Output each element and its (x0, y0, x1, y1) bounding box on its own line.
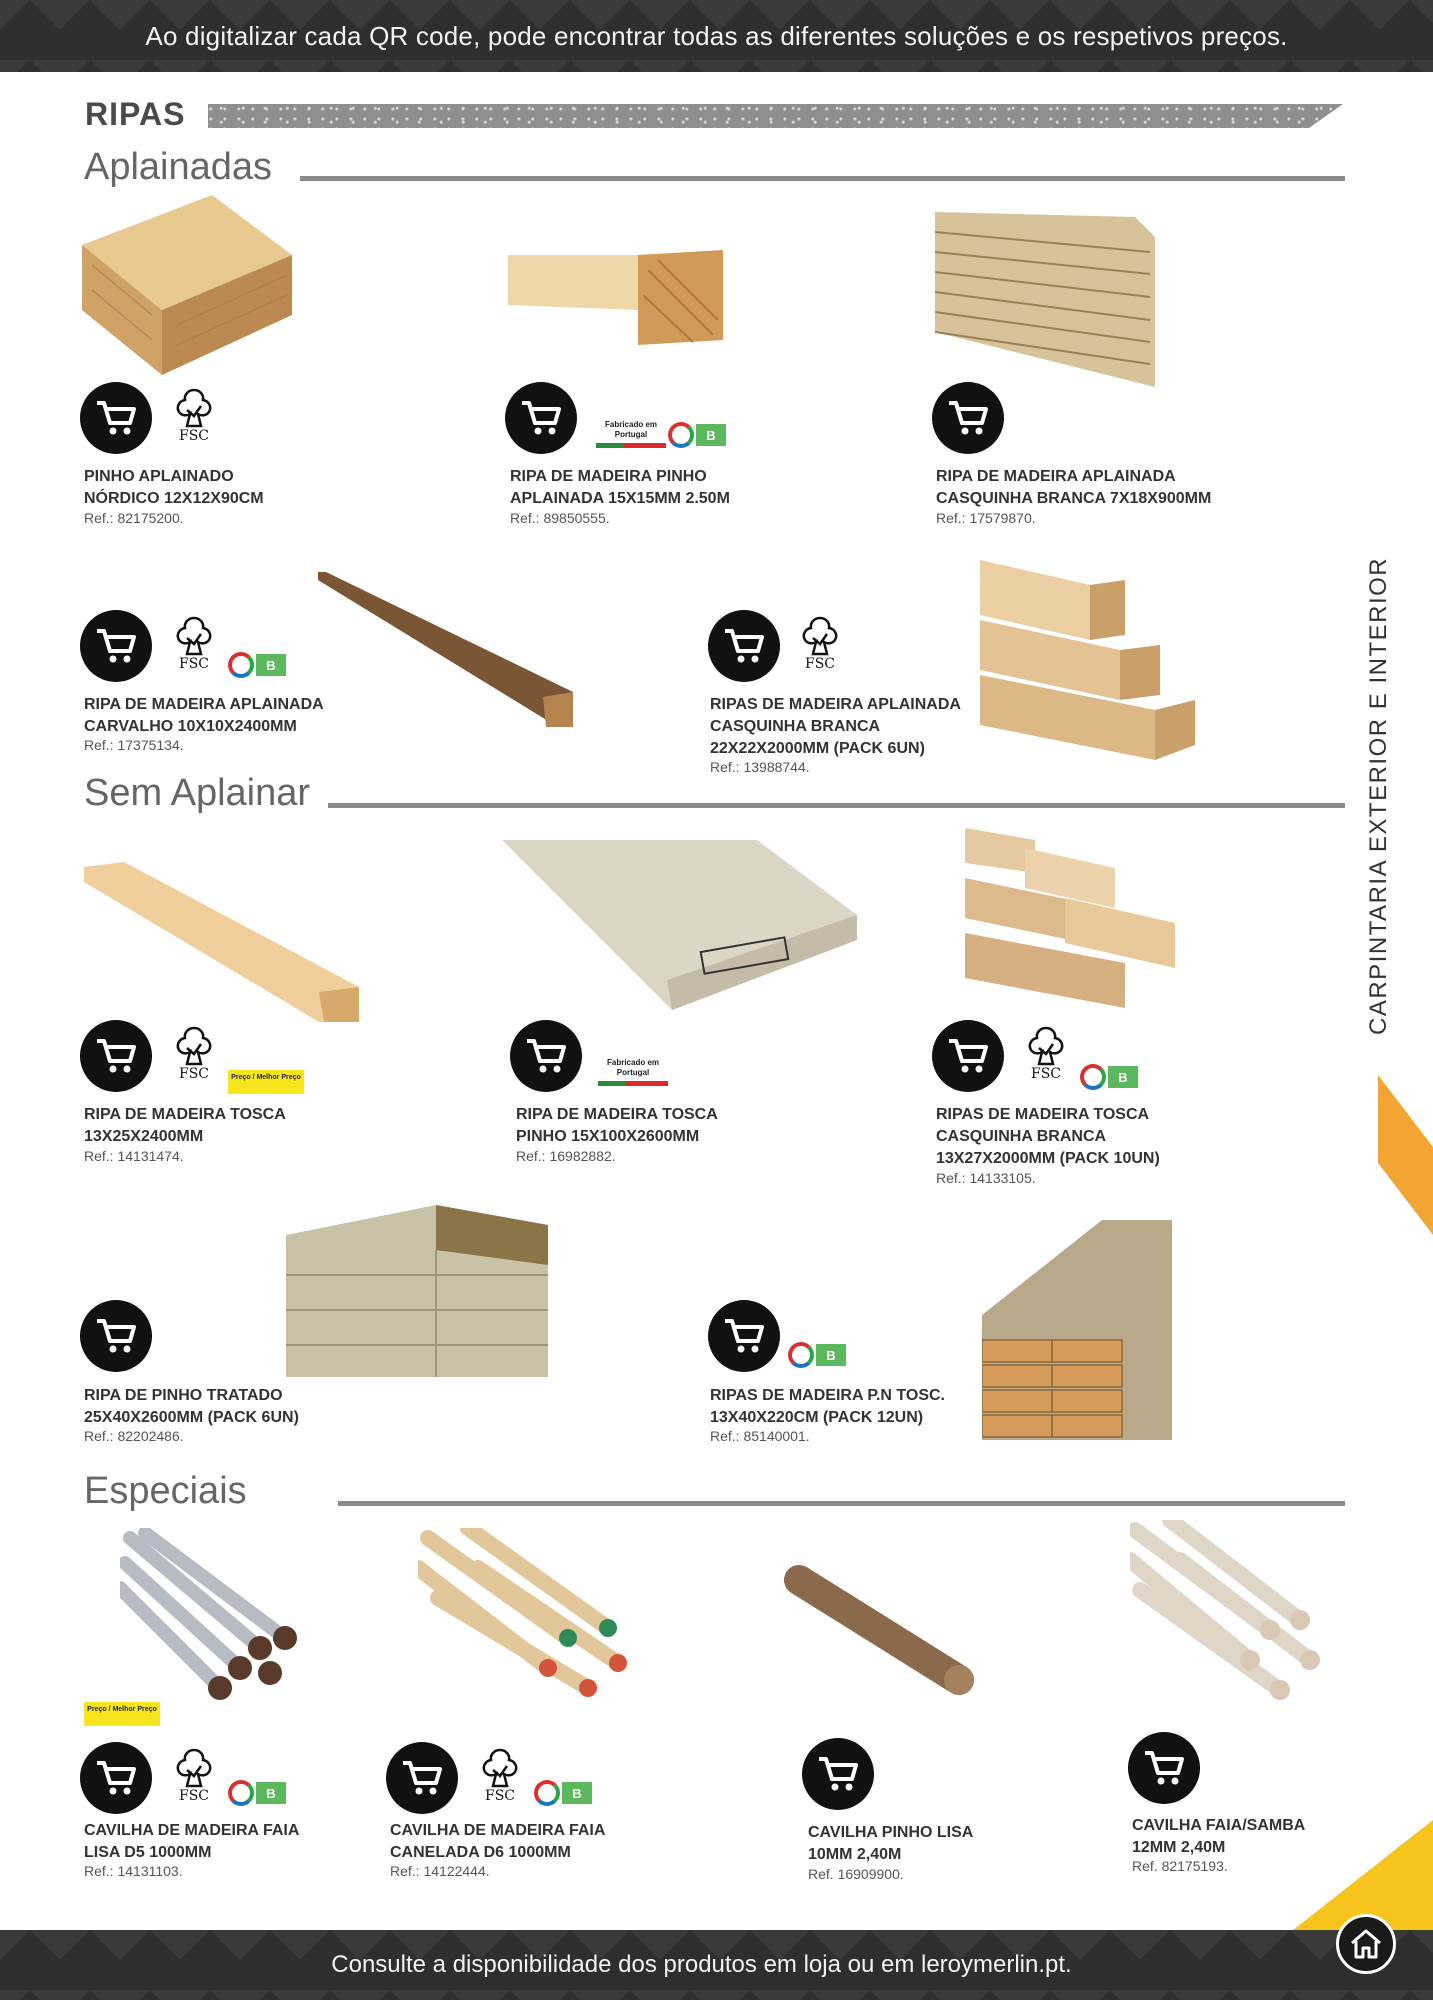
product-ref: Ref.: 14131474. (84, 1148, 184, 1164)
cart-button[interactable] (80, 1020, 152, 1092)
product-ref: Ref.: 13988744. (710, 759, 810, 775)
product-name: RIPA DE MADEIRA APLAINADA CARVALHO 10X10X2400MM (84, 696, 324, 735)
product-name: CAVILHA DE MADEIRA FAIA LISA D5 1000MM (84, 1822, 300, 1861)
product-ref: Ref.: 82175200. (84, 510, 184, 526)
cart-button[interactable] (80, 382, 152, 454)
eco-rating-badge: B (788, 1340, 850, 1370)
product-image (784, 1565, 984, 1705)
product-name: PINHO APLAINADO NÓRDICO 12X12X90CM (84, 468, 264, 507)
product-image (286, 1205, 548, 1377)
made-in-portugal-badge: Fabricado em Portugal (598, 1058, 668, 1092)
section-title-especiais: Especiais (84, 1470, 247, 1512)
product-image (965, 828, 1175, 1008)
product-image (84, 862, 359, 1022)
cart-button[interactable] (505, 382, 577, 454)
product-image (418, 1528, 633, 1713)
product-image (935, 212, 1155, 387)
product-name: CAVILHA DE MADEIRA FAIA CANELADA D6 1000MM (390, 1822, 606, 1861)
title-bar (208, 104, 1343, 128)
product-image (1130, 1520, 1330, 1720)
eco-rating-badge: B (1080, 1062, 1142, 1092)
product-name: RIPA DE MADEIRA APLAINADA CASQUINHA BRANCA 7X18X900MM (936, 468, 1212, 507)
product-image (508, 250, 723, 345)
product-name: CAVILHA FAIA/SAMBA 12MM 2,40M (1132, 1817, 1306, 1856)
eco-rating-badge: B (668, 420, 730, 450)
product-ref: Ref. 16909900. (808, 1866, 904, 1882)
product-ref: Ref.: 14133105. (936, 1170, 1036, 1186)
product-name: RIPAS DE MADEIRA P.N TOSC. 13X40X220CM (PACK 12UN) (710, 1387, 945, 1426)
home-button[interactable] (1336, 1914, 1396, 1974)
product-image (82, 195, 292, 375)
cart-button[interactable] (386, 1742, 458, 1814)
product-ref: Ref.: 85140001. (710, 1428, 810, 1444)
cart-button[interactable] (932, 1020, 1004, 1092)
product-image (120, 1528, 305, 1708)
page-title: RIPAS (85, 96, 186, 132)
cart-button[interactable] (80, 1300, 152, 1372)
product-name: RIPA DE MADEIRA TOSCA PINHO 15X100X2600MM (516, 1106, 718, 1145)
product-ref: Ref.: 16982882. (516, 1148, 616, 1164)
fsc-logo-icon: FSC (792, 614, 848, 678)
cart-button[interactable] (1128, 1732, 1200, 1804)
eco-rating-badge: B (534, 1778, 596, 1808)
cart-button[interactable] (932, 382, 1004, 454)
section-divider (300, 176, 1345, 181)
cart-button[interactable] (80, 610, 152, 682)
home-icon (1349, 1928, 1383, 1960)
fsc-logo-icon: FSC (166, 614, 222, 678)
product-name: RIPA DE MADEIRA TOSCA 13X25X2400MM (84, 1106, 286, 1145)
cart-button[interactable] (708, 1300, 780, 1372)
bottom-banner-text: Consulte a disponibilidade dos produtos em loja ou em leroymerlin.pt. (331, 1951, 1072, 1978)
product-ref: Ref.: 89850555. (510, 510, 610, 526)
section-divider (328, 803, 1345, 808)
side-tab-marker (1378, 1075, 1433, 1235)
price-tag-badge: Preço / Melhor Preço (228, 1070, 304, 1094)
top-banner-text: Ao digitalizar cada QR code, pode encontrar todas as diferentes soluções e os respetivos preços. (145, 20, 1288, 51)
section-title-sem-aplainar: Sem Aplainar (84, 772, 311, 814)
product-ref: Ref.: 82202486. (84, 1428, 184, 1444)
product-image (502, 840, 857, 1010)
fsc-logo-icon: FSC (166, 1746, 222, 1810)
product-name: CAVILHA PINHO LISA 10MM 2,40M (808, 1824, 974, 1863)
product-image (982, 1220, 1172, 1440)
cart-button[interactable] (708, 610, 780, 682)
product-ref: Ref.: 14131103. (84, 1863, 183, 1879)
product-ref: Ref.: 14122444. (390, 1863, 490, 1879)
fsc-logo-icon: FSC (166, 1024, 222, 1088)
product-ref: Ref. 82175193. (1132, 1858, 1228, 1874)
section-title-aplainadas: Aplainadas (84, 146, 273, 188)
price-tag-badge: Preço / Melhor Preço (84, 1702, 160, 1726)
made-in-portugal-badge: Fabricado em Portugal (596, 420, 666, 454)
product-name: RIPA DE MADEIRA PINHO APLAINADA 15X15MM 2.50M (510, 468, 730, 507)
product-name: RIPAS DE MADEIRA TOSCA CASQUINHA BRANCA 13X27X2000MM (PACK 10UN) (936, 1106, 1160, 1167)
section-divider (338, 1501, 1345, 1506)
product-image (980, 560, 1195, 770)
bottom-banner (0, 1930, 1433, 2000)
product-ref: Ref.: 17375134. (84, 737, 184, 753)
fsc-logo-icon: FSC (1018, 1024, 1074, 1088)
fsc-logo-icon: FSC (472, 1746, 528, 1810)
product-name: RIPA DE PINHO TRATADO 25X40X2600MM (PACK 6UN) (84, 1387, 299, 1426)
fsc-logo-icon: FSC (166, 386, 222, 450)
top-banner (0, 0, 1433, 72)
cart-button[interactable] (510, 1020, 582, 1092)
side-tab-label: CARPINTARIA EXTERIOR E INTERIOR (1365, 556, 1392, 1035)
eco-rating-badge: B (228, 650, 290, 680)
cart-button[interactable] (80, 1742, 152, 1814)
eco-rating-badge: B (228, 1778, 290, 1808)
product-name: RIPAS DE MADEIRA APLAINADA CASQUINHA BRANCA 22X22X2000MM (PACK 6UN) (710, 696, 961, 757)
product-ref: Ref.: 17579870. (936, 510, 1036, 526)
cart-button[interactable] (802, 1738, 874, 1810)
